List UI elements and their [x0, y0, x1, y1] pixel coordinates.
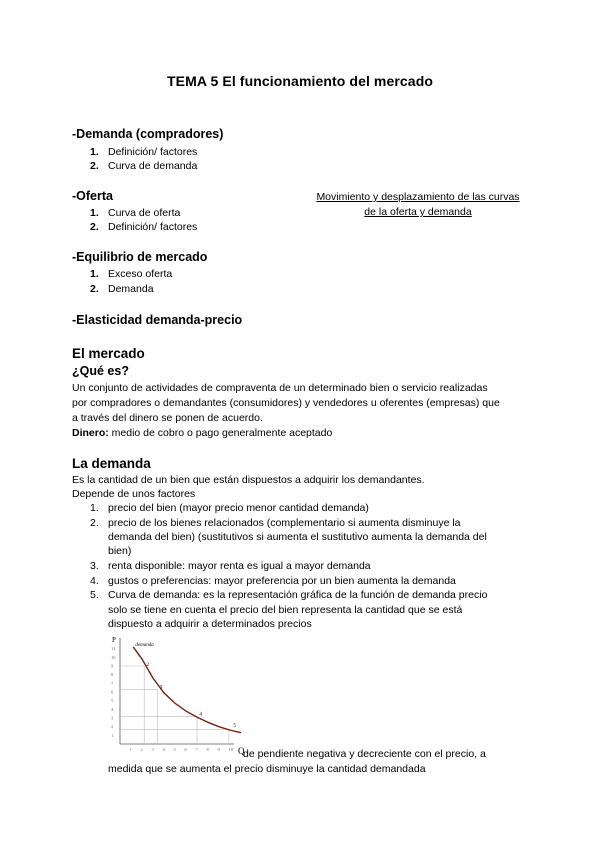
demanda-heading: La demanda	[72, 456, 151, 471]
list-item: 4. gustos o preferencias: mayor preferencia por un bien aumenta la demanda	[90, 575, 456, 587]
y-tick-label: 9	[111, 663, 114, 669]
paragraph-line: a través del dinero se ponen de acuerdo.	[72, 412, 263, 424]
y-tick-label: 8	[111, 672, 114, 678]
list-item: 1. Curva de oferta	[90, 207, 181, 219]
curve-label: demanda	[135, 643, 154, 649]
y-tick-label: 1	[111, 732, 114, 738]
point-label: 4	[199, 711, 202, 718]
page-title: TEMA 5 El funcionamiento del mercado	[166, 73, 433, 89]
list-item: 1. precio del bien (mayor precio menor cantidad demanda)	[90, 502, 369, 514]
y-tick-label: 3	[111, 715, 114, 721]
outline-oferta-heading: -Oferta	[72, 189, 113, 203]
list-item: 2. Definición/ factores	[90, 221, 198, 233]
curvas-link-line1[interactable]: Movimiento y desplazamiento de las curvas	[316, 191, 520, 203]
paragraph-line: Un conjunto de actividades de compraventa de un determinado bien o servicio realizadas	[72, 382, 488, 394]
list-item-continuation: demanda del bien) (sustitutivos si aumenta el sustitutivo aumenta la demanda del	[108, 531, 487, 543]
list-item: 1. Definición/ factores	[90, 146, 198, 158]
list-item-continuation: bien)	[108, 545, 132, 557]
point-label: 3	[159, 684, 163, 691]
x-tick-label: 2	[140, 747, 143, 752]
paragraph-line: Depende de unos factores	[72, 488, 196, 500]
x-tick-label: 5	[173, 747, 176, 752]
x-tick-label: 3	[151, 747, 154, 752]
outline-demanda-heading: -Demanda (compradores)	[72, 127, 224, 141]
x-tick-label: 10	[228, 747, 233, 752]
curvas-link-line2[interactable]: de la oferta y demanda	[364, 206, 472, 218]
y-axis-label: P	[112, 636, 116, 644]
dinero-label: Dinero:	[72, 427, 109, 439]
y-tick-label: 7	[111, 680, 114, 686]
x-tick-label: 8	[206, 747, 209, 752]
x-tick-label: 1	[129, 747, 132, 752]
list-item: 2. precio de los bienes relacionados (complementario si aumenta disminuye la	[90, 517, 461, 529]
que-es-heading: ¿Qué es?	[72, 364, 129, 378]
paragraph-line: medida que se aumenta el precio disminuye la cantidad demandada	[108, 763, 426, 775]
paragraph-line: por compradores o demandantes (consumidores) y vendedores u oferentes (empresas) que	[72, 397, 500, 409]
y-tick-label: 11	[111, 646, 116, 652]
demand-curve-chart	[108, 632, 244, 758]
outline-elasticidad-heading: -Elasticidad demanda-precio	[72, 313, 243, 327]
list-item: 3. renta disponible: mayor renta es igual a mayor demanda	[90, 560, 371, 572]
y-tick-label: 10	[111, 654, 116, 660]
paragraph-line: de pendiente negativa y decreciente con el precio, a	[243, 748, 486, 760]
list-item-continuation: dispuesto a adquirir a determinados precios	[108, 618, 312, 630]
y-tick-label: 2	[111, 724, 114, 730]
mercado-heading: El mercado	[72, 346, 145, 361]
y-tick-label: 5	[111, 698, 114, 704]
outline-equilibrio-heading: -Equilibrio de mercado	[72, 250, 208, 264]
list-item-continuation: solo se tiene en cuenta el precio del bien representa la cantidad que se está	[108, 604, 463, 616]
y-tick-label: 6	[111, 689, 114, 695]
list-item: 1. Exceso oferta	[90, 268, 173, 280]
x-axis-label: Q	[238, 746, 244, 756]
curvas-link[interactable]	[298, 190, 538, 220]
list-item: 2. Demanda	[90, 283, 154, 295]
list-item: 5. Curva de demanda: es la representación gráfica de la función de demanda precio	[90, 589, 488, 601]
point-label: 2	[146, 662, 150, 668]
list-item: 2. Curva de demanda	[90, 160, 198, 172]
y-tick-label: 4	[111, 706, 114, 712]
x-tick-label: 9	[217, 747, 220, 752]
x-tick-label: 4	[162, 747, 165, 752]
paragraph-line: Es la cantidad de un bien que están dispuestos a adquirir los demandantes.	[72, 474, 425, 486]
x-tick-label: 6	[184, 747, 187, 752]
point-label: 5	[233, 722, 237, 729]
demand-curve-line	[133, 647, 241, 733]
x-tick-label: 7	[195, 747, 198, 752]
dinero-definition: Dinero: medio de cobro o pago generalmente aceptado	[72, 427, 333, 439]
